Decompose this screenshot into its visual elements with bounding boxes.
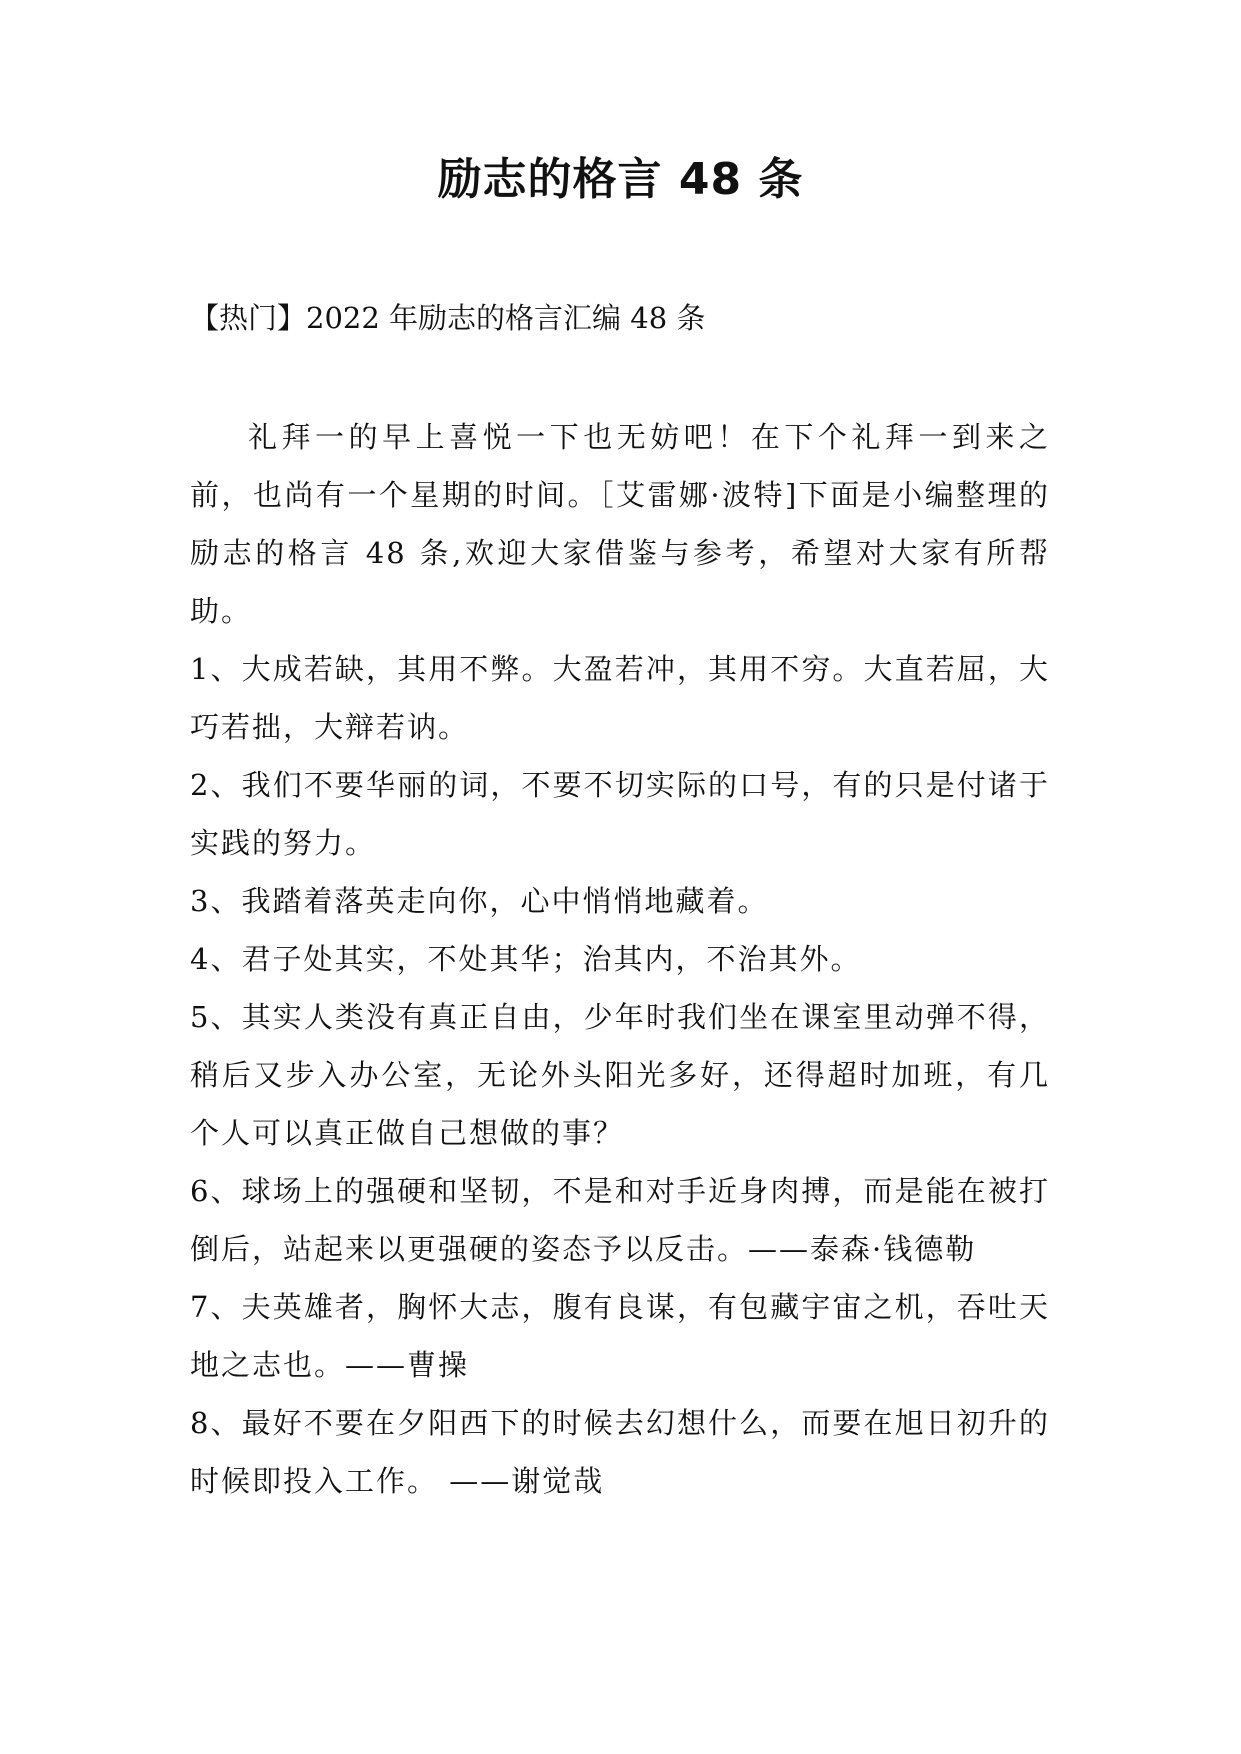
quote-item-1: 1、大成若缺，其用不弊。大盈若冲，其用不穷。大直若屈，大巧若拙，大辩若讷。 xyxy=(190,652,1050,744)
document-title: 励志的格言 48 条 xyxy=(437,154,804,205)
document-subtitle: 【热门】2022 年励志的格言汇编 48 条 xyxy=(190,301,706,335)
quote-item-6: 6、球场上的强硬和坚韧，不是和对手近身肉搏，而是能在被打倒后，站起来以更强硬的姿态予以反击。——泰森·钱德勒 xyxy=(190,1174,1050,1266)
quote-item-4: 4、君子处其实，不处其华；治其内，不治其外。 xyxy=(190,942,862,976)
quote-item-2: 2、我们不要华丽的词，不要不切实际的口号，有的只是付诸于实践的努力。 xyxy=(190,768,1050,860)
document-body xyxy=(190,408,1050,1588)
intro-paragraph: 礼拜一的早上喜悦一下也无妨吧！在下个礼拜一到来之前，也尚有一个星期的时间。［艾雷娜·波特]下面是小编整理的励志的格言 48 条,欢迎大家借鉴与参考，希望对大家有所帮助。 xyxy=(190,420,1050,628)
quote-item-5: 5、其实人类没有真正自由，少年时我们坐在课室里动弹不得，稍后又步入办公室，无论外头阳光多好，还得超时加班，有几个人可以真正做自己想做的事？ xyxy=(190,1000,1050,1150)
quote-item-7: 7、夫英雄者，胸怀大志，腹有良谋，有包藏宇宙之机，吞吐天地之志也。——曹操 xyxy=(190,1290,1050,1382)
quote-item-3: 3、我踏着落英走向你，心中悄悄地藏着。 xyxy=(190,884,769,918)
quote-item-8: 8、最好不要在夕阳西下的时候去幻想什么，而要在旭日初升的时候即投入工作。 ——谢觉哉 xyxy=(190,1406,1050,1498)
